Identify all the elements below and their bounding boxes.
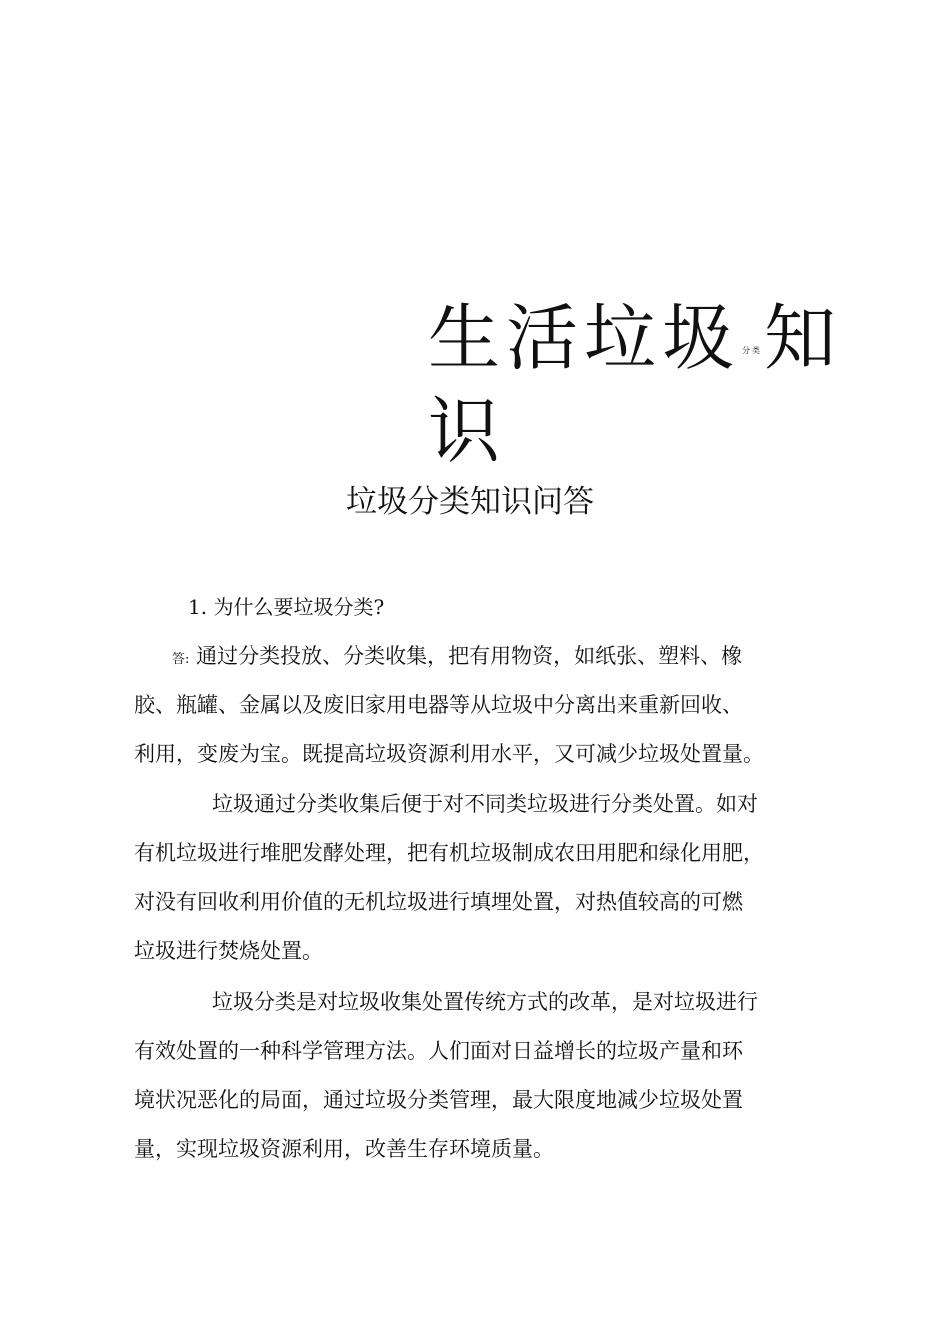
page-title bbox=[428, 298, 858, 471]
paragraph-2-line-2: 有机垃圾进行堆肥发酵处理，把有机垃圾制成农田用肥和绿化用肥， bbox=[134, 841, 764, 865]
title-part-2: 知 bbox=[764, 296, 843, 380]
paragraph-2-line-4: 垃圾进行焚烧处置。 bbox=[134, 939, 323, 963]
title-small-note: 分类 bbox=[742, 346, 763, 355]
paragraph-3-line-1: 垃圾分类是对垃圾收集处置传统方式的改革，是对垃圾进行 bbox=[212, 990, 758, 1014]
subtitle: 垃圾分类知识问答 bbox=[346, 484, 594, 520]
paragraph-3-line-2: 有效处置的一种科学管理方法。人们面对日益增长的垃圾产量和环 bbox=[134, 1039, 743, 1063]
paragraph-3-line-3: 境状况恶化的局面，通过垃圾分类管理，最大限度地减少垃圾处置 bbox=[134, 1088, 743, 1112]
paragraph-2-line-1: 垃圾通过分类收集后便于对不同类垃圾进行分类处置。如对 bbox=[212, 792, 758, 816]
paragraph-1-line-1 bbox=[134, 632, 834, 681]
paragraph-1-line-3: 利用，变废为宝。既提高垃圾资源利用水平，又可减少垃圾处置量。 bbox=[134, 742, 764, 766]
answer-paragraph-3 bbox=[134, 978, 834, 1174]
answer-paragraph-2 bbox=[134, 780, 834, 976]
title-part-3: 识 bbox=[428, 389, 507, 473]
answer-paragraph-1 bbox=[134, 632, 834, 779]
title-part-1: 生活垃圾 bbox=[428, 296, 741, 380]
question-1: 1. 为什么要垃圾分类? bbox=[188, 595, 385, 619]
answer-label: 答: bbox=[172, 652, 190, 667]
paragraph-3-line-4: 量，实现垃圾资源利用，改善生存环境质量。 bbox=[134, 1137, 554, 1161]
paragraph-1-line-2: 胶、瓶罐、金属以及废旧家用电器等从垃圾中分离出来重新回收、 bbox=[134, 693, 743, 717]
paragraph-1-line-1-text: 通过分类投放、分类收集，把有用物资，如纸张、塑料、橡 bbox=[196, 644, 743, 668]
paragraph-2-line-3: 对没有回收利用价值的无机垃圾进行填埋处置，对热值较高的可燃 bbox=[134, 890, 743, 914]
